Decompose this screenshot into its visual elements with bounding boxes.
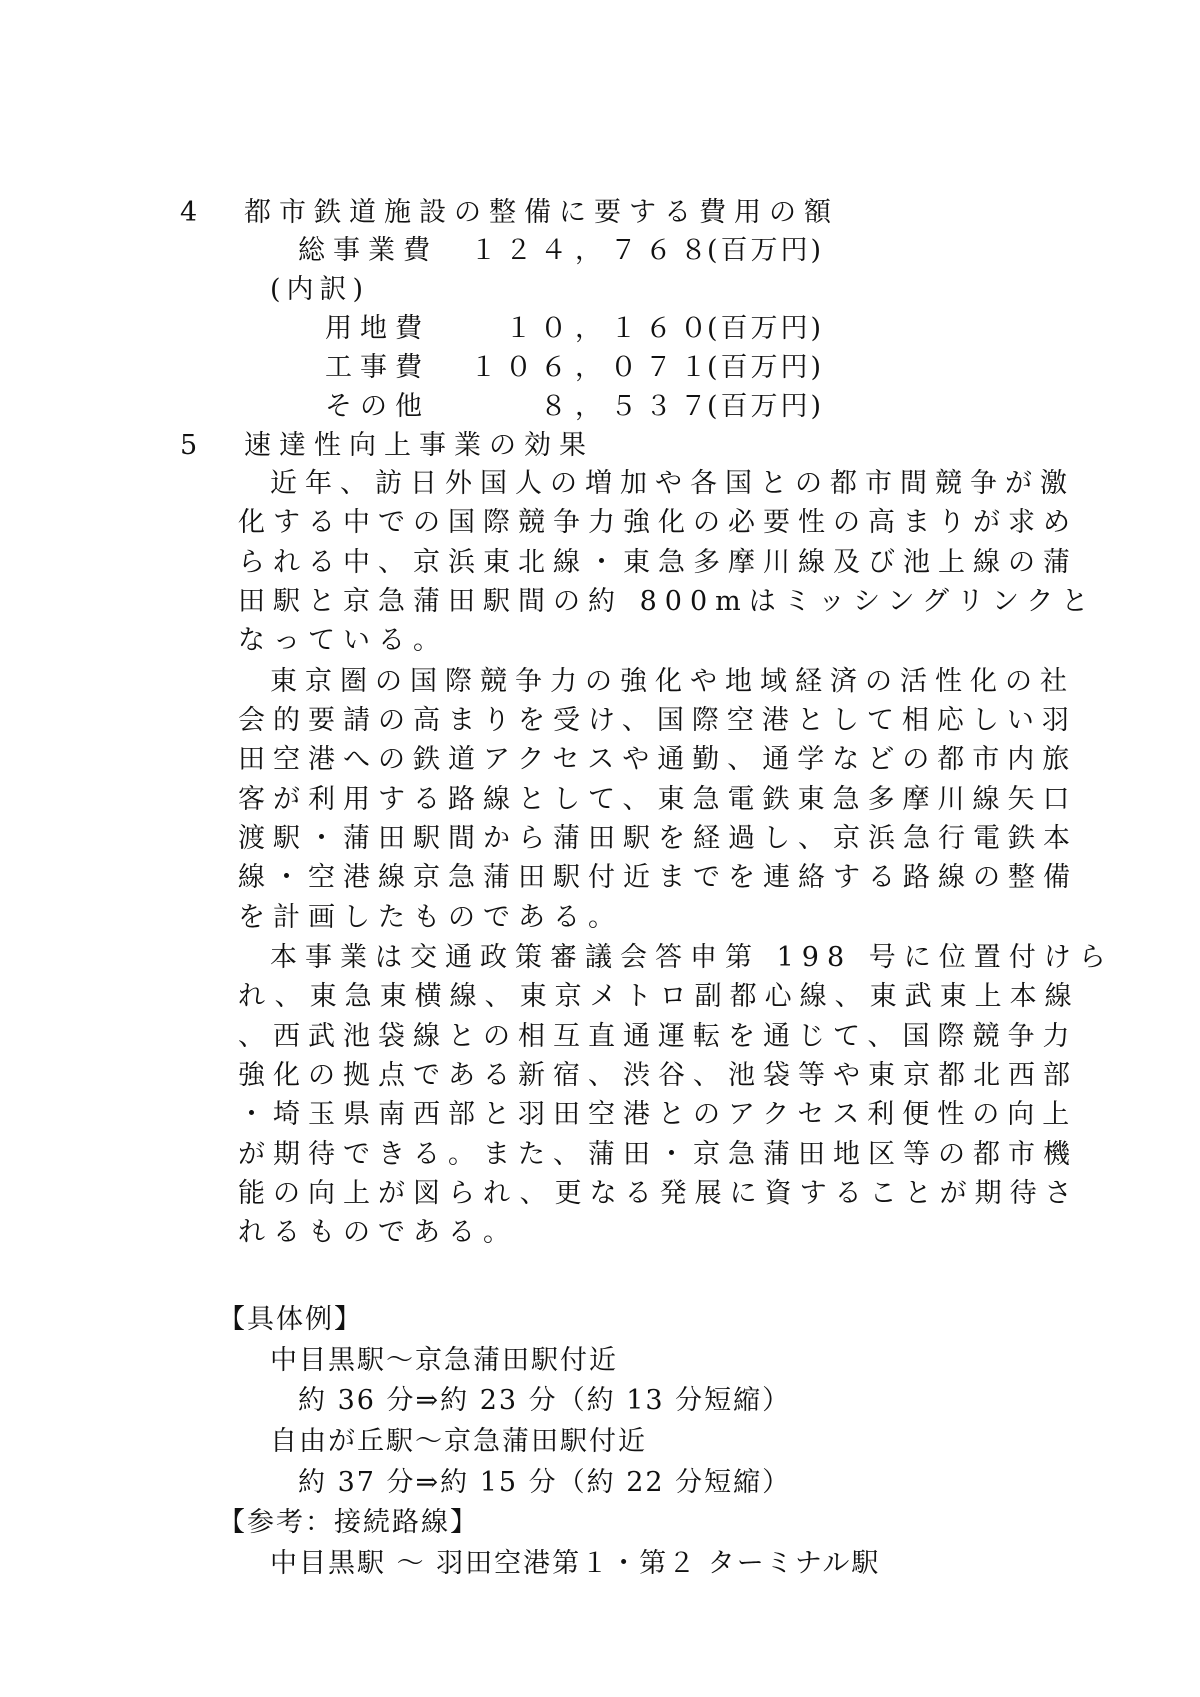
- example-route: 中目黒駅～京急蒲田駅付近: [270, 1345, 618, 1376]
- cost-item-label: 工事費: [325, 352, 430, 383]
- paragraph-line: が期待できる。また、蒲田・京急蒲田地区等の都市機: [238, 1139, 1078, 1170]
- paragraph-line: 会的要請の高まりを受け、国際空港として相応しい羽: [238, 705, 1077, 736]
- example-detail: 約 37 分⇒約 15 分（約 22 分短縮）: [298, 1467, 792, 1498]
- reference-route: 中目黒駅 ～ 羽田空港第１・第２ ターミナル駅: [270, 1548, 881, 1579]
- section5-heading: 速達性向上事業の効果: [244, 430, 594, 461]
- cost-item-value: １０，１６０: [505, 313, 715, 344]
- cost-item-unit: (百万円): [707, 313, 825, 344]
- paragraph-line: れ、東急東横線、東京メトロ副都心線、東武東上本線: [238, 981, 1080, 1012]
- paragraph-line: 渡駅・蒲田駅間から蒲田駅を経過し、京浜急行電鉄本: [238, 823, 1078, 854]
- example-route: 自由が丘駅～京急蒲田駅付近: [270, 1426, 647, 1457]
- paragraph-line: れるものである。: [238, 1217, 518, 1248]
- total-unit: (百万円): [707, 235, 825, 266]
- paragraph-line: を計画したものである。: [238, 902, 623, 933]
- paragraph-line: 東京圏の国際競争力の強化や地域経済の活性化の社: [270, 666, 1075, 697]
- paragraph-line: 線・空港線京急蒲田駅付近までを連絡する路線の整備: [238, 862, 1078, 893]
- paragraph-line: 化する中での国際競争力強化の必要性の高まりが求め: [238, 507, 1078, 538]
- cost-item-label: 用地費: [325, 313, 430, 344]
- reference-heading: 【参考：接続路線】: [218, 1507, 479, 1538]
- example-detail: 約 36 分⇒約 23 分（約 13 分短縮）: [298, 1385, 792, 1416]
- paragraph-line: ・埼玉県南西部と羽田空港とのアクセス利便性の向上: [238, 1099, 1078, 1130]
- total-label: 総事業費: [298, 235, 438, 266]
- paragraph-line: 本事業は交通政策審議会答申第 198 号に位置付けら: [270, 942, 1114, 973]
- paragraph-line: 強化の拠点である新宿、渋谷、池袋等や東京都北西部: [238, 1060, 1078, 1091]
- examples-heading: 【具体例】: [218, 1304, 363, 1335]
- cost-item-value: １０６，０７１: [470, 352, 715, 383]
- paragraph-line: 、西武池袋線との相互直通運転を通じて、国際競争力: [238, 1021, 1078, 1052]
- section4-number: 4: [180, 197, 198, 228]
- paragraph-line: 近年、訪日外国人の増加や各国との都市間競争が激: [270, 468, 1075, 499]
- cost-item-unit: (百万円): [707, 391, 825, 422]
- cost-item-unit: (百万円): [707, 352, 825, 383]
- cost-item-value: ８，５３７: [540, 391, 715, 422]
- paragraph-line: 能の向上が図られ、更なる発展に資することが期待さ: [238, 1178, 1080, 1209]
- paragraph-line: られる中、京浜東北線・東急多摩川線及び池上線の蒲: [238, 547, 1078, 578]
- paragraph-line: なっている。: [238, 625, 448, 656]
- section4-heading: 都市鉄道施設の整備に要する費用の額: [244, 197, 839, 228]
- cost-item-label: その他: [325, 391, 430, 422]
- paragraph-line: 客が利用する路線として、東急電鉄東急多摩川線矢口: [238, 784, 1078, 815]
- paragraph-line: 田駅と京急蒲田駅間の約 800mはミッシングリンクと: [238, 586, 1097, 617]
- breakdown-label: (内訳): [270, 274, 370, 305]
- total-value: １２４，７６８: [470, 235, 715, 266]
- paragraph-line: 田空港への鉄道アクセスや通勤、通学などの都市内旅: [238, 744, 1078, 775]
- section5-number: 5: [180, 430, 198, 461]
